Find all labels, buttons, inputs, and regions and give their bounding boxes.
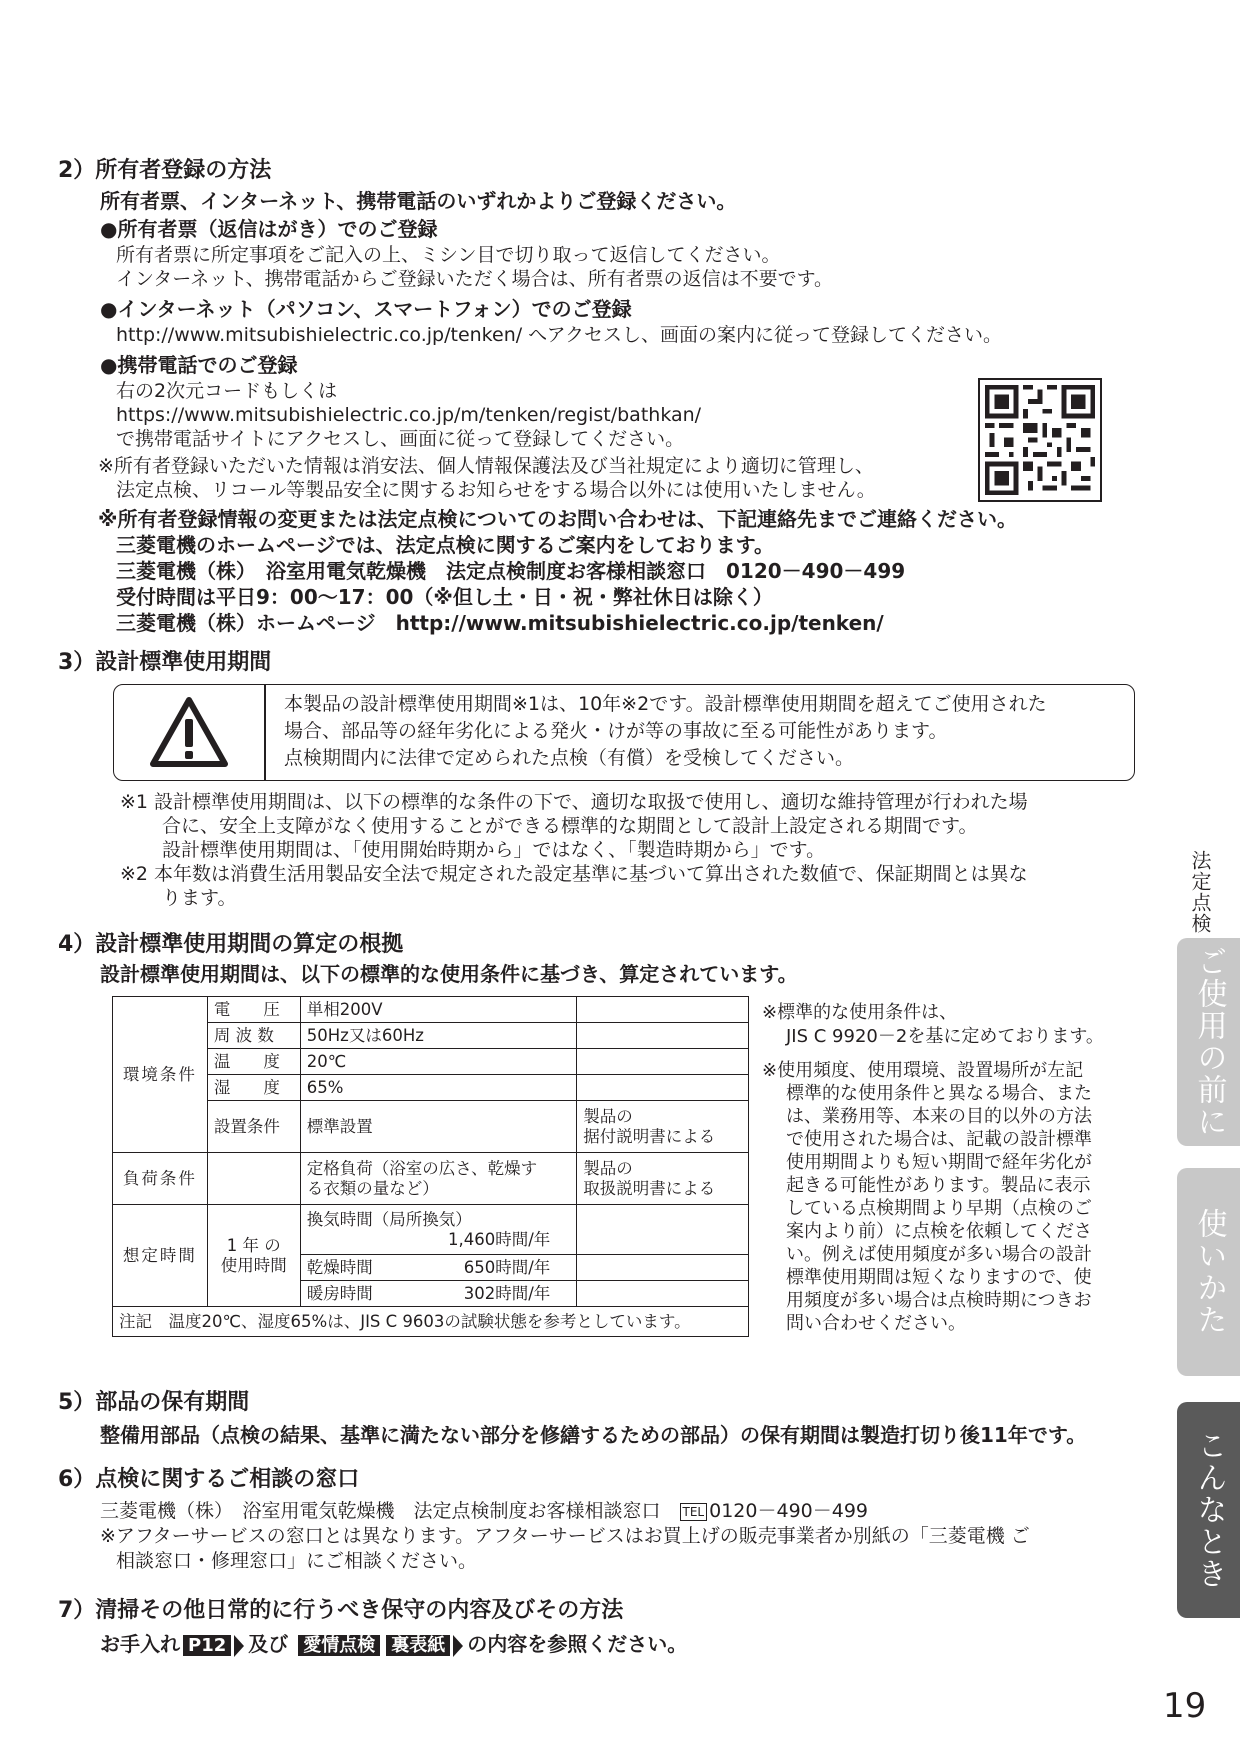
arrow-icon — [234, 1635, 244, 1657]
footnote-1-line3: 設計標準使用期間は、「使用開始時期から」ではなく、「製造時期から」です。 — [162, 839, 826, 861]
value-humidity: 65% — [300, 1075, 577, 1101]
side-note-2-line10: 標準使用期間は短くなりますので、使 — [786, 1267, 1092, 1288]
section-2-intro: 所有者票、インターネット、携帯電話のいずれかよりご登録ください。 — [100, 189, 737, 213]
side-note-2-line3: は、業務用等、本来の目的以外の方法 — [786, 1106, 1092, 1127]
row-header-time: 想定時間 — [113, 1205, 208, 1307]
side-note-2-line8: 案内より前）に点検を依頼してくださ — [786, 1221, 1092, 1242]
footnote-1-line1: ※1 設計標準使用期間は、以下の標準的な条件の下で、適切な取扱で使用し、適切な維持管理が行われた場 — [120, 791, 1028, 813]
section-7-text: お手入れ P12 及び 愛情点検 裏表紙 の内容を参照ください。 — [100, 1632, 688, 1656]
ref-back-cover[interactable]: 裏表紙 — [386, 1635, 450, 1656]
usage-conditions-table — [112, 996, 749, 1337]
value-heating: 暖房時間 302時間/年 — [300, 1281, 577, 1307]
side-note-2-line4: で使用された場合は、記載の設計標準 — [786, 1129, 1092, 1150]
label-frequency: 周 波 数 — [207, 1023, 300, 1049]
tab-before-use[interactable]: ご使用の前に — [1177, 938, 1240, 1146]
row-header-environment: 環境条件 — [113, 997, 208, 1153]
warning-line3: 点検期間内に法律で定められた点検（有償）を受検してください。 — [284, 747, 855, 769]
table-note: 注記 温度20℃、湿度65%は、JIS C 9603の試験状態を参考としています。 — [113, 1307, 749, 1337]
tab-how-to-use[interactable]: 使いかた — [1177, 1168, 1240, 1376]
side-note-2-line9: い。例えば使用頻度が多い場合の設計 — [786, 1244, 1092, 1265]
side-note-2-line7: している点検期間より早期（点検のご — [786, 1198, 1092, 1219]
side-note-2-line11: 用頻度が多い場合は点検時期につきお — [786, 1290, 1092, 1311]
note-privacy-line1: ※所有者登録いただいた情報は消安法、個人情報保護法及び当社規定により適切に管理し、 — [98, 455, 874, 477]
section-6-line1: 三菱電機（株） 浴室用電気乾燥機 法定点検制度お客様相談窓口 TEL 0120－490－499 — [100, 1500, 869, 1522]
label-humidity: 湿 度 — [207, 1075, 300, 1101]
section-2-title: 2）所有者登録の方法 — [58, 158, 272, 183]
page-ref-p12[interactable]: P12 — [183, 1635, 231, 1656]
bullet-postcard-line1: 所有者票に所定事項をご記入の上、ミシン目で切り取って返信してください。 — [116, 244, 781, 266]
side-note-2-line2: 標準的な使用条件と異なる場合、また — [786, 1083, 1092, 1104]
label-temperature: 温 度 — [207, 1049, 300, 1075]
value-installation: 標準設置 — [300, 1101, 577, 1153]
note-contact-line2: 三菱電機のホームページでは、法定点検に関するご案内をしております。 — [116, 533, 774, 557]
section-3-title: 3）設計標準使用期間 — [58, 650, 272, 675]
bullet-internet-title: ●インターネット（パソコン、スマートフォン）でのご登録 — [100, 297, 632, 321]
footnote-1-line2: 合に、安全上支障がなく使用することができる標準的な期間として設計上設定される期間です。 — [162, 815, 978, 837]
note-contact-line4: 受付時間は平日9：00～17：00（※但し土・日・祝・弊社休日は除く） — [116, 585, 773, 609]
section-6-line3: 相談窓口・修理窓口」にご相談ください。 — [116, 1550, 478, 1572]
bullet-mobile-line3: で携帯電話サイトにアクセスし、画面に従って登録してください。 — [116, 428, 685, 450]
label-annual-use: 1 年 の 使用時間 — [207, 1205, 300, 1307]
value-drying: 乾燥時間 650時間/年 — [300, 1255, 577, 1281]
note-contact-line1: ※所有者登録情報の変更または法定点検についてのお問い合わせは、下記連絡先までご連絡ください。 — [98, 507, 1018, 531]
ref-load: 製品の 取扱説明書による — [577, 1153, 749, 1205]
side-note-2-line1: ※使用頻度、使用環境、設置場所が左記 — [762, 1060, 1084, 1081]
side-note-1-line2: JIS C 9920－2を基に定めております。 — [786, 1026, 1104, 1047]
note-privacy-line2: 法定点検、リコール等製品安全に関するお知らせをする場合以外には使用いたしません。 — [116, 479, 876, 501]
ref-aijo-tenken[interactable]: 愛情点検 — [298, 1635, 380, 1656]
bullet-postcard-title: ●所有者票（返信はがき）でのご登録 — [100, 217, 438, 241]
footnote-2-line1: ※2 本年数は消費生活用製品安全法で規定された設定基準に基づいて算出された数値で、保証期間とは異な — [120, 863, 1028, 885]
value-load: 定格負荷（浴室の広さ、乾燥す る衣類の量など） — [300, 1153, 577, 1205]
page-number: 19 — [1163, 1686, 1207, 1726]
value-voltage: 単相200V — [300, 997, 577, 1023]
value-frequency: 50Hz又は60Hz — [300, 1023, 577, 1049]
value-temperature: 20℃ — [300, 1049, 577, 1075]
section-6-title: 6）点検に関するご相談の窓口 — [58, 1467, 360, 1492]
warning-icon — [148, 695, 230, 769]
warning-box — [113, 684, 1135, 781]
footnote-2-line2: ります。 — [162, 887, 237, 909]
row-header-load: 負荷条件 — [113, 1153, 208, 1205]
warning-line2: 場合、部品等の経年劣化による発火・けが等の事故に至る可能性があります。 — [284, 720, 948, 742]
tel-icon: TEL — [680, 1503, 708, 1521]
warning-line1: 本製品の設計標準使用期間※1は、10年※2です。設計標準使用期間を超えてご使用された — [284, 693, 1047, 715]
tab-troubleshooting[interactable]: こんなとき — [1177, 1402, 1240, 1618]
note-contact-line5: 三菱電機（株）ホームページ http://www.mitsubishielectric.co.jp/tenken/ — [116, 611, 884, 635]
side-note-2-line6: 起きる可能性があります。製品に表示 — [786, 1175, 1091, 1196]
tel-number: 0120－490－499 — [709, 1500, 869, 1522]
section-5-title: 5）部品の保有期間 — [58, 1390, 250, 1415]
label-installation: 設置条件 — [207, 1101, 300, 1153]
qr-code — [978, 378, 1102, 502]
note-contact-line3: 三菱電機（株） 浴室用電気乾燥機 法定点検制度お客様相談窓口 0120－490－499 — [116, 559, 906, 583]
side-note-2-line12: 問い合わせください。 — [786, 1313, 966, 1334]
value-ventilation: 換気時間（局所換気） 1,460時間/年 — [300, 1205, 577, 1255]
bullet-mobile-line2: https://www.mitsubishielectric.co.jp/m/tenken/regist/bathkan/ — [116, 404, 702, 426]
section-5-text: 整備用部品（点検の結果、基準に満たない部分を修繕するための部品）の保有期間は製造打切り後11年です。 — [100, 1423, 1087, 1447]
arrow-icon — [453, 1635, 463, 1657]
section-4-intro: 設計標準使用期間は、以下の標準的な使用条件に基づき、算定されています。 — [100, 962, 798, 986]
side-label-hotei-tenken: 法定点検 — [1188, 850, 1212, 934]
side-note-2-line5: 使用期間よりも短い期間で経年劣化が — [786, 1152, 1092, 1173]
bullet-postcard-line2: インターネット、携帯電話からご登録いただく場合は、所有者票の返信は不要です。 — [116, 268, 834, 290]
bullet-mobile-title: ●携帯電話でのご登録 — [100, 353, 298, 377]
side-note-1-line1: ※標準的な使用条件は、 — [762, 1002, 958, 1023]
section-4-title: 4）設計標準使用期間の算定の根拠 — [58, 932, 404, 957]
label-voltage: 電 圧 — [207, 997, 300, 1023]
bullet-internet-line1: http://www.mitsubishielectric.co.jp/tenken/ へアクセスし、画面の案内に従って登録してください。 — [116, 324, 1003, 346]
section-7-title: 7）清掃その他日常的に行うべき保守の内容及びその方法 — [58, 1598, 624, 1623]
bullet-mobile-line1: 右の2次元コードもしくは — [116, 380, 338, 402]
ref-installation: 製品の 据付説明書による — [577, 1101, 749, 1153]
section-6-line2: ※アフターサービスの窓口とは異なります。アフターサービスはお買上げの販売事業者か別紙の「三菱電機 ご — [100, 1525, 1030, 1547]
